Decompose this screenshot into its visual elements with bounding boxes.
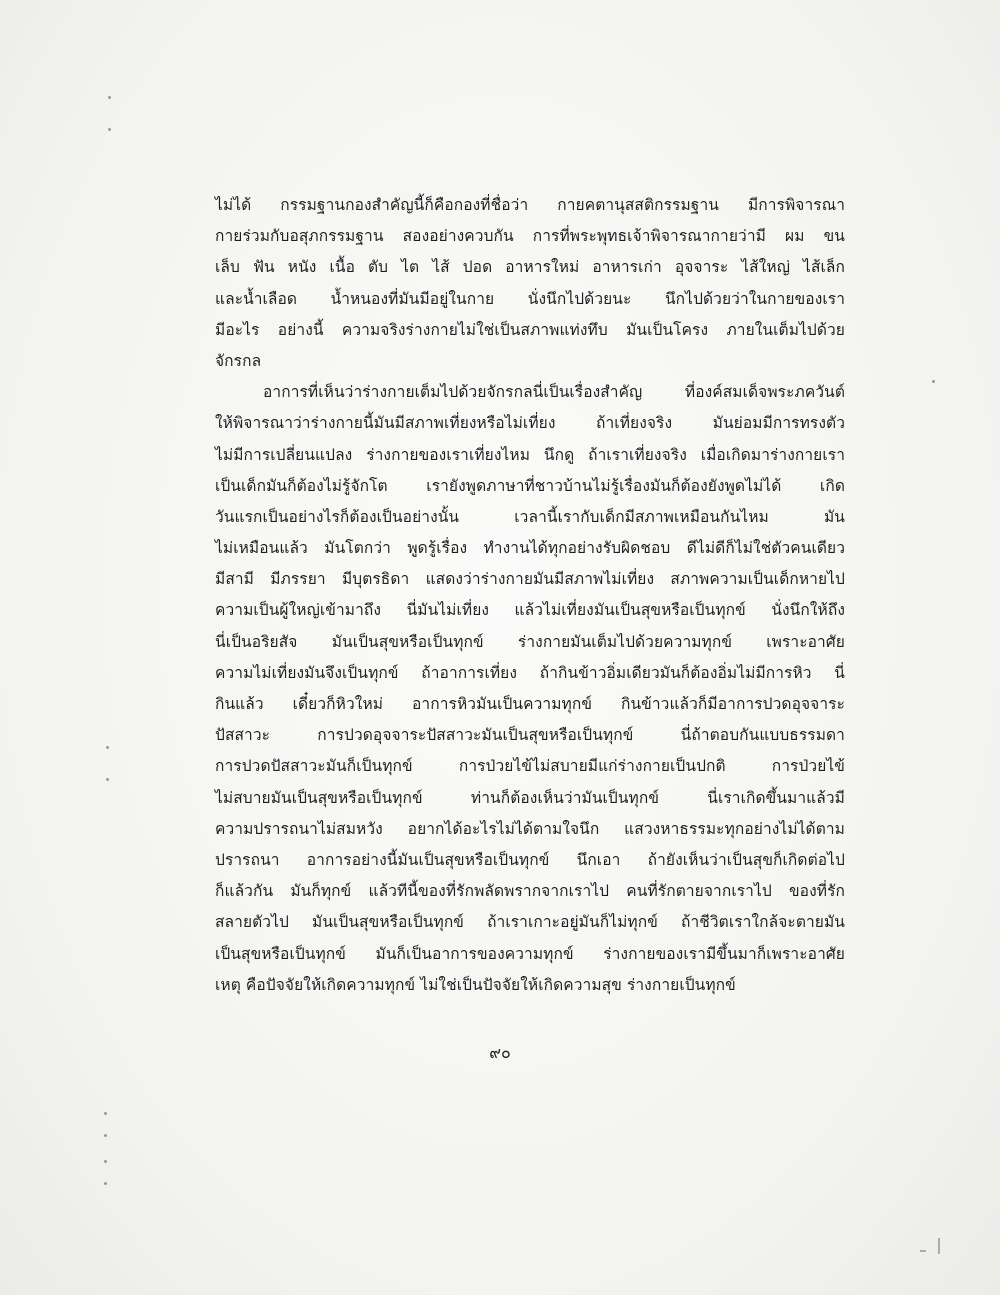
paragraph-1-line: มีอะไร อย่างนี้ ความจริงร่างกายไม่ใช่เป็นสภาพแท่งทึบ มันเป็นโครง ภายในเต็มไปด้วย bbox=[215, 320, 845, 339]
scan-speck bbox=[108, 128, 111, 131]
paragraph-2-line: วันแรกเป็นอย่างไรก็ต้องเป็นอย่างนั้น เวลานี้เรากับเด็กมีสภาพเหมือนกันไหม มัน bbox=[215, 507, 845, 526]
paragraph-1-line: เล็บ ฟัน หนัง เนื้อ ตับ ไต ไส้ ปอด อาหารใหม่ อาหารเก่า อุจจาระ ไส้ใหญ่ ไส้เล็ก bbox=[215, 258, 845, 277]
scan-speck bbox=[108, 96, 111, 99]
scan-speck bbox=[932, 380, 935, 383]
paragraph-2-line: ไม่เหมือนแล้ว มันโตกว่า พูดรู้เรื่อง ทำงานได้ทุกอย่างรับผิดชอบ ดีไม่ดีก็ไม่ใช่ตัวคนเดียว bbox=[215, 539, 845, 558]
paragraph-2-line: การปวดปัสสาวะมันก็เป็นทุกข์ การป่วยไข้ไม่สบายมีแก่ร่างกายเป็นปกติ การป่วยไข้ bbox=[215, 757, 845, 776]
paragraph-2-line: ไม่มีการเปลี่ยนแปลง ร่างกายของเราเที่ยงไหม นึกดู ถ้าเราเที่ยงจริง เมื่อเกิดมาร่างกายเรา bbox=[215, 445, 845, 464]
scan-speck bbox=[106, 746, 109, 749]
paragraph-2-line: มีสามี มีภรรยา มีบุตรธิดา แสดงว่าร่างกายมันมีสภาพไม่เที่ยง สภาพความเป็นเด็กหายไป bbox=[215, 570, 845, 589]
paragraph-1-line: กายร่วมกับอสุภกรรมฐาน สองอย่างควบกัน การที่พระพุทธเจ้าพิจารณากายว่ามี ผม ขน bbox=[215, 227, 845, 246]
scan-speck bbox=[104, 1160, 107, 1163]
paragraph-2-line: นี่เป็นอริยสัจ มันเป็นสุขหรือเป็นทุกข์ ร่างกายมันเต็มไปด้วยความทุกข์ เพราะอาศัย bbox=[215, 632, 845, 651]
paragraph-2-line: เหตุ คือปัจจัยให้เกิดความทุกข์ ไม่ใช่เป็นปัจจัยให้เกิดความสุข ร่างกายเป็นทุกข์ bbox=[215, 975, 736, 994]
paragraph-1-line: และน้ำเลือด น้ำหนองที่มันมีอยู่ในกาย นั่งนึกไปด้วยนะ นึกไปด้วยว่าในกายของเรา bbox=[215, 289, 845, 308]
paragraph-2-line: ความเป็นผู้ใหญ่เข้ามาถึง นี่มันไม่เที่ยง แล้วไม่เที่ยงมันเป็นสุขหรือเป็นทุกข์ นั่งนึกให้ถึง bbox=[215, 601, 845, 620]
page-number: ๙๐ bbox=[489, 1043, 511, 1062]
body-text bbox=[215, 190, 845, 1001]
paragraph-2-line: อาการที่เห็นว่าร่างกายเต็มไปด้วยจักรกลนี่เป็นเรื่องสำคัญ ที่องค์สมเด็จพระภควันต์ bbox=[263, 383, 845, 402]
paragraph-2-line: เป็นเด็กมันก็ต้องไม่รู้จักโต เรายังพูดภาษาที่ชาวบ้านไม่รู้เรื่องมันก็ต้องยังพูดไม่ได้ เกิด bbox=[215, 476, 845, 495]
paragraph-2-line: เป็นสุขหรือเป็นทุกข์ มันก็เป็นอาการของความทุกข์ ร่างกายของเรามีขึ้นมาก็เพราะอาศัย bbox=[215, 944, 845, 963]
scan-speck bbox=[106, 778, 109, 781]
paragraph-2-line: ก็แล้วกัน มันก็ทุกข์ แล้วทีนี้ของที่รักพลัดพรากจากเราไป คนที่รักตายจากเราไป ของที่รัก bbox=[215, 882, 845, 901]
paragraph-2-line: สลายตัวไป มันเป็นสุขหรือเป็นทุกข์ ถ้าเราเกาะอยู่มันก็ไม่ทุกข์ ถ้าชีวิตเราใกล้จะตายมัน bbox=[215, 913, 845, 932]
scan-speck bbox=[104, 1134, 107, 1137]
scan-smudge bbox=[938, 1238, 940, 1254]
scan-speck bbox=[104, 1182, 107, 1185]
paragraph-2-line: ปัสสาวะ การปวดอุจจาระปัสสาวะมันเป็นสุขหรือเป็นทุกข์ นี่ถ้าตอบกันแบบธรรมดา bbox=[215, 726, 845, 745]
paragraph-2-line: ปรารถนา อาการอย่างนี้มันเป็นสุขหรือเป็นทุกข์ นึกเอา ถ้ายังเห็นว่าเป็นสุขก็เกิดต่อไป bbox=[215, 850, 845, 869]
scan-smudge bbox=[920, 1250, 926, 1252]
paragraph-1-line: ไม่ได้ กรรมฐานกองสำคัญนี้ก็คือกองที่ชื่อว่า กายคตานุสสติกรรมฐาน มีการพิจารณา bbox=[215, 196, 845, 214]
paragraph-1-line: จักรกล bbox=[215, 351, 262, 370]
scan-speck bbox=[104, 1112, 107, 1115]
paragraph-2-line: ความไม่เที่ยงมันจึงเป็นทุกข์ ถ้าอาการเที่ยง ถ้ากินข้าวอิ่มเดียวมันก็ต้องอิ่มไม่มีการหิว นี่ bbox=[215, 663, 845, 682]
paragraph-2-line: ความปรารถนาไม่สมหวัง อยากได้อะไรไม่ได้ตามใจนึก แสวงหาธรรมะทุกอย่างไม่ได้ตาม bbox=[215, 819, 845, 838]
paragraph-2-line: กินแล้ว เดี๋ยวก็หิวใหม่ อาการหิวมันเป็นความทุกข์ กินข้าวแล้วก็มีอาการปวดอุจจาระ bbox=[215, 695, 845, 713]
paragraph-2-line: ไม่สบายมันเป็นสุขหรือเป็นทุกข์ ท่านก็ต้องเห็นว่ามันเป็นทุกข์ นี่เราเกิดขึ้นมาแล้วมี bbox=[215, 788, 845, 807]
paragraph-2-line: ให้พิจารณาว่าร่างกายนี้มันมีสภาพเที่ยงหรือไม่เที่ยง ถ้าเที่ยงจริง มันย่อมมีการทรงตัว bbox=[215, 414, 845, 433]
